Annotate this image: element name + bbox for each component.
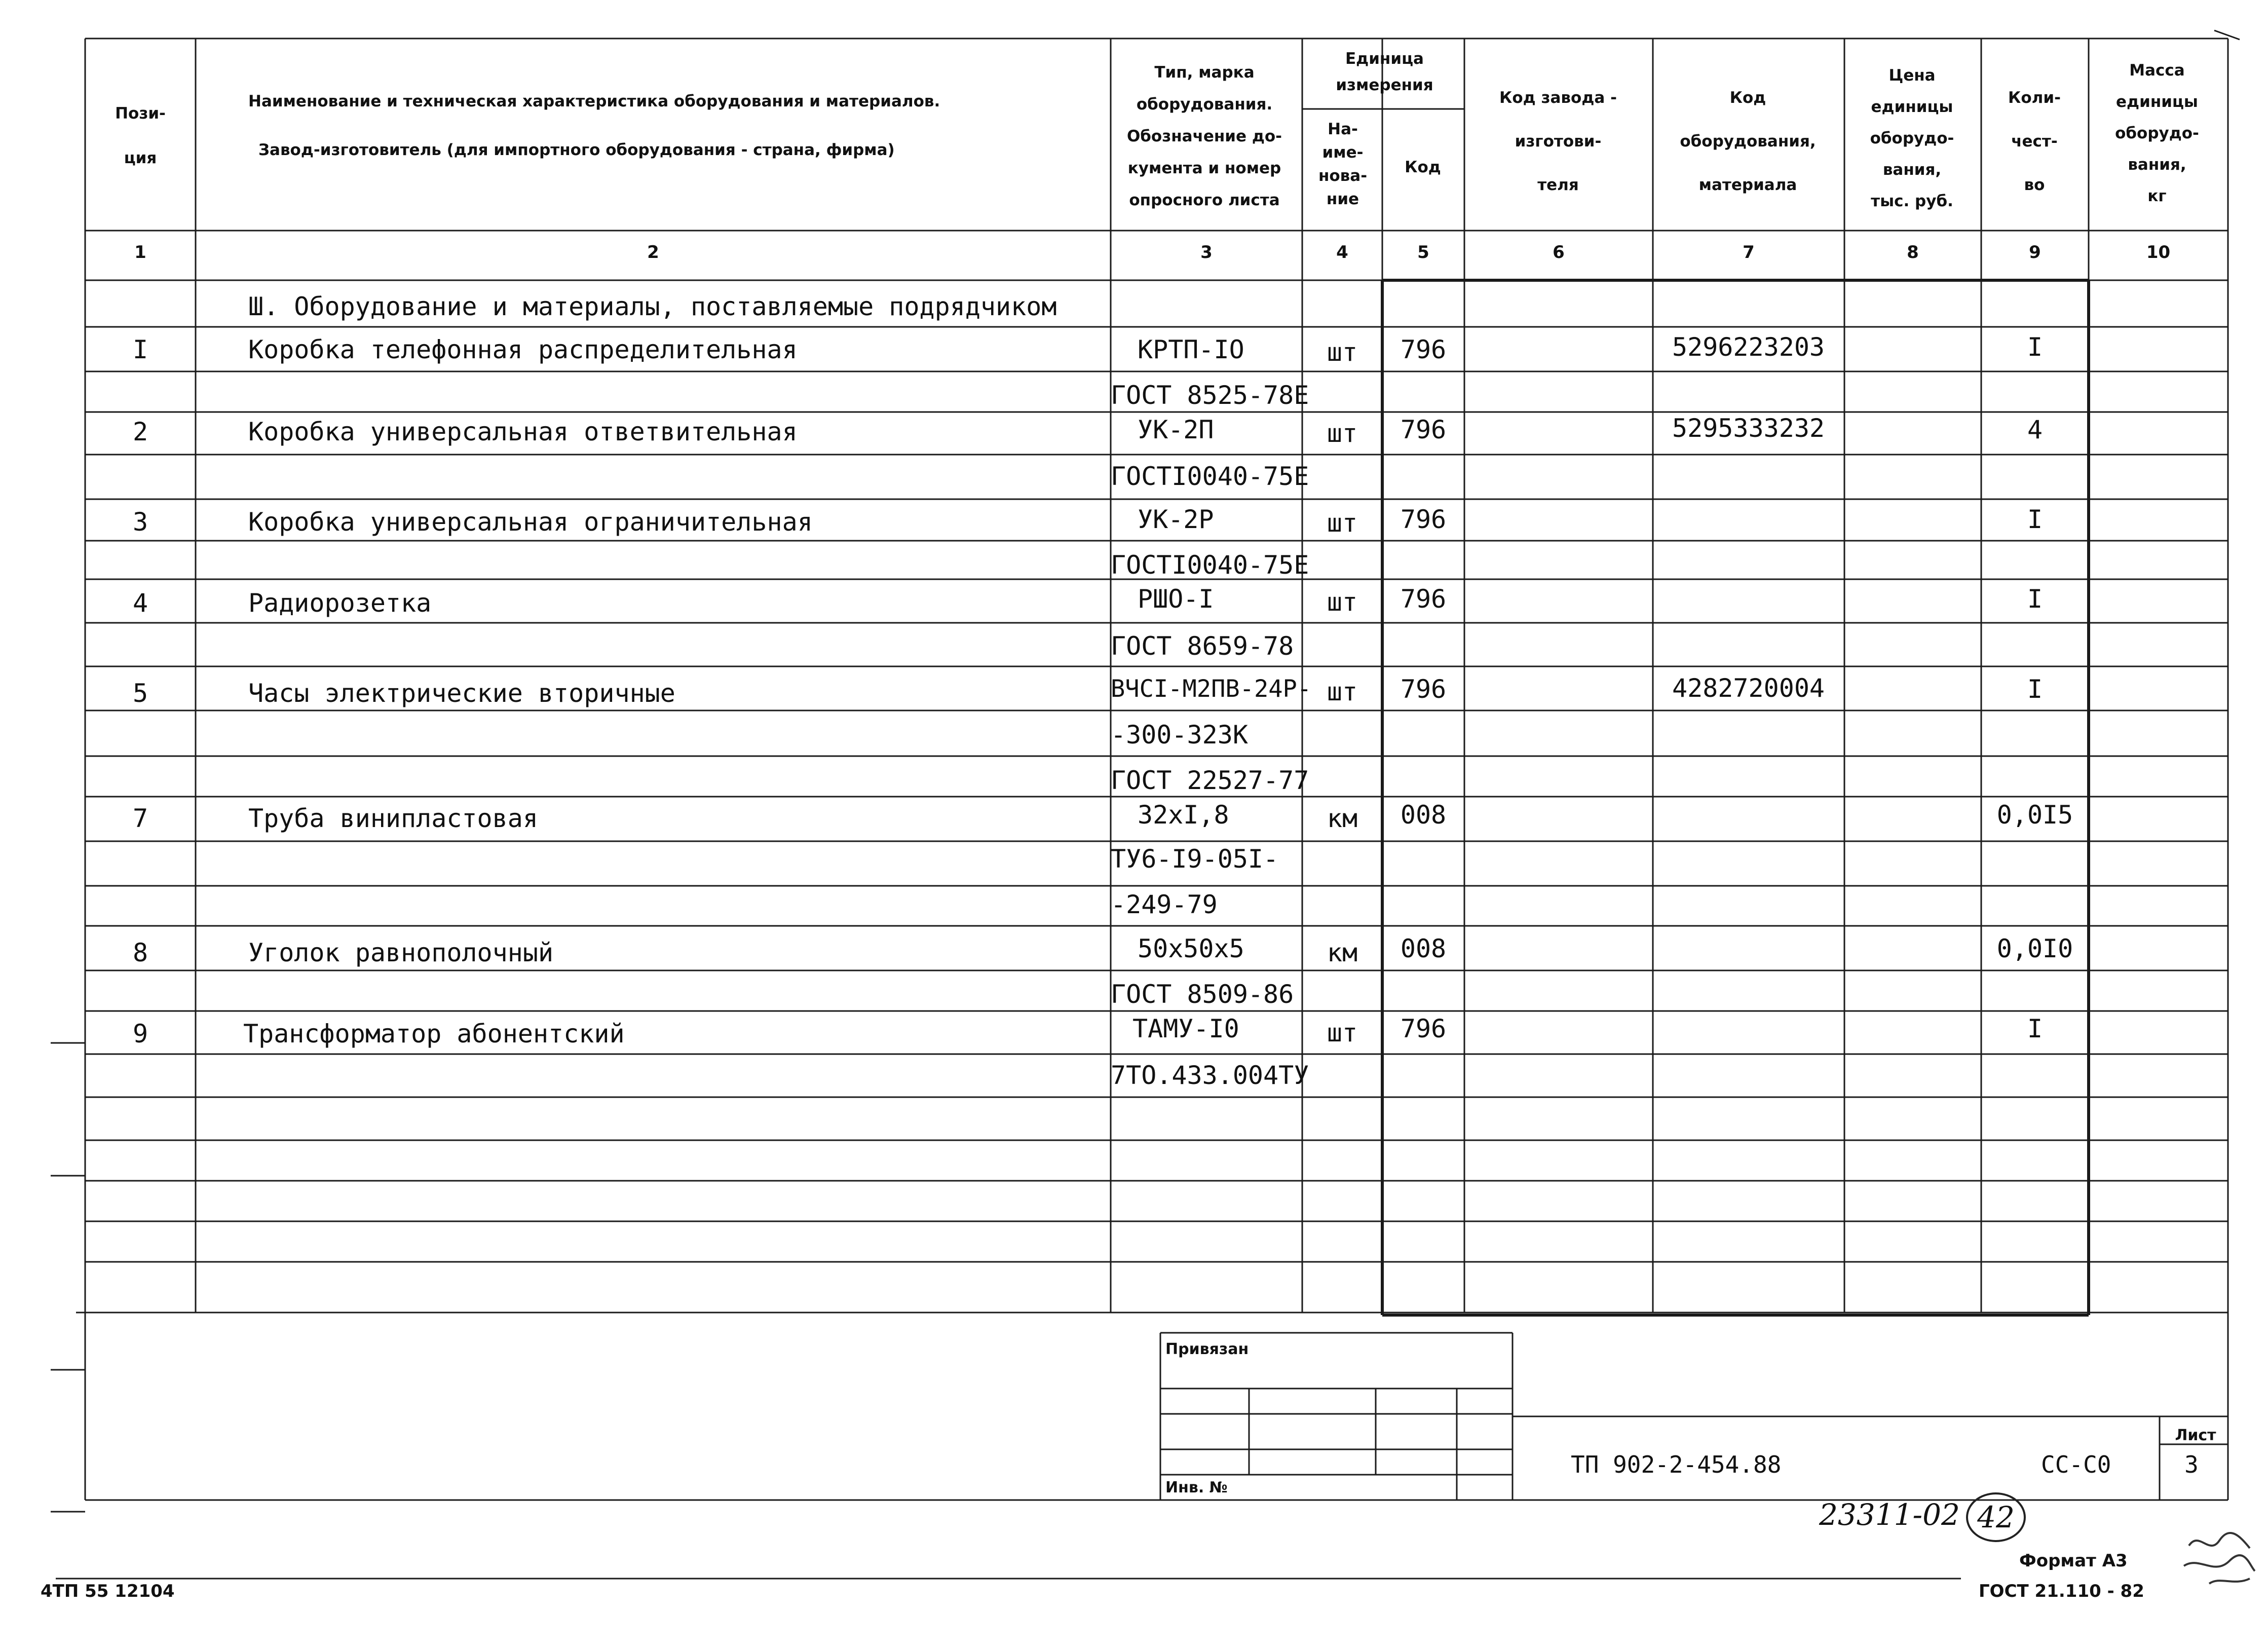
- table-row-name: Трансформатор абонентский: [243, 1019, 625, 1048]
- table-row-unit: км: [1327, 938, 1358, 967]
- table-row-type: ГОСТI0040-75Е: [1111, 550, 1309, 580]
- stamp-document-mark: СС-С0: [2041, 1451, 2111, 1478]
- table-row-type: КРТП-IO: [1138, 335, 1244, 364]
- table-row-name: Радиорозетка: [248, 588, 432, 618]
- table-row-type: ТАМУ-I0: [1132, 1014, 1239, 1043]
- table-row-position: 5: [132, 679, 148, 708]
- table-row-type: ВЧСI-М2ПВ-24Р-: [1111, 675, 1312, 703]
- table-row-name: Коробка телефонная распределительная: [248, 335, 798, 364]
- table-row-type: 50х50х5: [1138, 934, 1244, 963]
- table-row-unit-code: 796: [1400, 505, 1447, 534]
- table-row-name: Часы электрические вторичные: [248, 679, 675, 708]
- column-number: 2: [647, 242, 659, 263]
- table-row-position: 9: [132, 1019, 148, 1048]
- table-row-unit-code: 008: [1400, 934, 1447, 963]
- header-equipment-code: Код оборудования, материала: [1680, 89, 1816, 194]
- table-row-name: Коробка универсальная ограничительная: [248, 507, 813, 537]
- table-row-type: -249-79: [1111, 890, 1218, 919]
- table-row-quantity: 4: [2027, 415, 2043, 444]
- table-row-position: 4: [132, 588, 148, 618]
- table-row-unit: шт: [1327, 508, 1358, 538]
- handwritten-circled-number: 42: [1966, 1492, 2026, 1542]
- table-row-name: Труба винипластовая: [248, 804, 538, 833]
- table-row-code: 5295333232: [1672, 414, 1825, 443]
- footer-gost: ГОСТ 21.110 - 82: [1979, 1581, 2144, 1601]
- table-row-quantity: 0,0I5: [1996, 800, 2073, 830]
- table-row-position: 3: [132, 507, 148, 537]
- table-row-type: ГОСТ 22527-77: [1111, 766, 1309, 795]
- column-number: 4: [1336, 242, 1348, 263]
- table-row-type: УК-2П: [1138, 415, 1214, 444]
- stamp-project-code: ТП 902-2-454.88: [1571, 1451, 1782, 1478]
- column-number: 6: [1553, 242, 1565, 263]
- table-row-type: ГОСТI0040-75Е: [1111, 462, 1309, 491]
- table-row-name: Коробка универсальная ответвительная: [248, 417, 798, 446]
- table-row-type: 32хI,8: [1138, 800, 1229, 830]
- table-row-quantity: I: [2027, 1014, 2043, 1043]
- table-row-type: РШО-I: [1138, 584, 1214, 614]
- table-row-unit: шт: [1327, 338, 1358, 367]
- table-row-unit: км: [1327, 804, 1358, 833]
- table-row-position: I: [132, 335, 148, 364]
- table-row-quantity: I: [2027, 332, 2043, 362]
- table-row-quantity: I: [2027, 584, 2043, 614]
- table-row-quantity: I: [2027, 675, 2043, 704]
- table-row-quantity: I: [2027, 505, 2043, 534]
- table-row-type: УК-2Р: [1138, 505, 1214, 534]
- header-unit-name: На- име- нова- ние: [1318, 120, 1368, 208]
- footer-format: Формат А3: [2019, 1551, 2128, 1571]
- signature-mark: [2179, 1525, 2260, 1591]
- column-number: 1: [134, 242, 146, 263]
- table-row-type: -300-323К: [1111, 720, 1248, 750]
- table-row-unit: шт: [1327, 587, 1358, 617]
- table-row-type: ГОСТ 8659-78: [1111, 631, 1294, 661]
- header-name-line2: Завод-изготовитель (для импортного оборудования - страна, фирма): [258, 141, 895, 159]
- table-row-unit-code: 796: [1400, 415, 1447, 444]
- column-number: 9: [2029, 242, 2041, 263]
- column-number: 5: [1417, 242, 1429, 263]
- stamp-sheet-number: 3: [2184, 1451, 2199, 1478]
- header-position: Пози- ция: [115, 104, 166, 167]
- table-row-code: 4282720004: [1672, 673, 1825, 703]
- table-row-unit: шт: [1327, 677, 1358, 706]
- header-unit-group: Единица измерения: [1336, 50, 1433, 94]
- table-row-type: ТУ6-I9-05I-: [1111, 844, 1279, 874]
- table-row-unit: шт: [1327, 419, 1358, 448]
- column-number: 10: [2146, 242, 2171, 263]
- table-row-unit-code: 008: [1400, 800, 1447, 830]
- table-row-unit-code: 796: [1400, 675, 1447, 704]
- table-row-position: 7: [132, 804, 148, 833]
- table-row-unit-code: 796: [1400, 584, 1447, 614]
- column-number: 7: [1743, 242, 1755, 263]
- table-row-quantity: 0,0I0: [1996, 934, 2073, 963]
- header-price: Цена единицы оборудо- вания, тыс. руб.: [1870, 66, 1954, 210]
- header-type: Тип, марка оборудования. Обозначение до- кумента и номер опросного листа: [1126, 63, 1282, 209]
- stamp-privyazan-label: Привязан: [1165, 1340, 1249, 1358]
- table-row-code: 5296223203: [1672, 332, 1825, 362]
- header-manufacturer-code: Код завода - изготови- теля: [1499, 89, 1617, 194]
- table-row-type: ГОСТ 8509-86: [1111, 980, 1294, 1009]
- section-title: Ш. Оборудование и материалы, поставляемые подрядчиком: [248, 292, 1057, 321]
- table-row-position: 2: [132, 417, 148, 446]
- table-row-position: 8: [132, 938, 148, 967]
- column-number: 3: [1200, 242, 1213, 263]
- stamp-sheet-label: Лист: [2175, 1427, 2216, 1444]
- table-row-unit-code: 796: [1400, 335, 1447, 364]
- header-mass: Масса единицы оборудо- вания, кг: [2115, 61, 2199, 205]
- header-unit-code: Код: [1405, 158, 1441, 176]
- table-row-name: Уголок равнополочный: [248, 938, 554, 967]
- column-number: 8: [1907, 242, 1919, 263]
- stamp-inventory-label: Инв. №: [1165, 1479, 1228, 1496]
- table-row-type: ГОСТ 8525-78Е: [1111, 381, 1309, 410]
- header-quantity: Коли- чест- во: [2008, 89, 2061, 194]
- header-name-line1: Наименование и техническая характеристика оборудования и материалов.: [248, 92, 940, 110]
- handwritten-number: 23311-02: [1819, 1497, 1960, 1532]
- table-row-unit: шт: [1327, 1018, 1358, 1047]
- table-row-type: 7ТО.433.004ТУ: [1111, 1061, 1309, 1090]
- footer-left-code: 4ТП 55 12104: [41, 1581, 175, 1601]
- table-row-unit-code: 796: [1400, 1014, 1447, 1043]
